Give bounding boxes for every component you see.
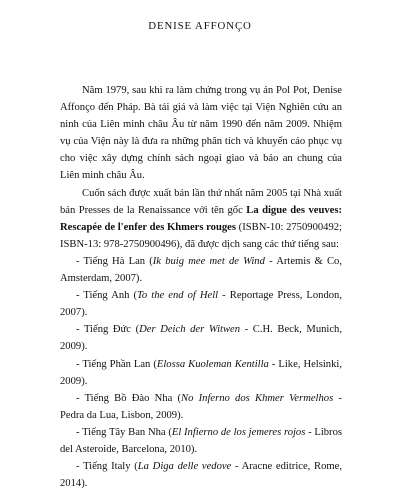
- translation-item: - Tiếng Phần Lan (Elossa Kuoleman Kentilla - Like, Helsinki, 2009).: [60, 358, 342, 387]
- translation-item: - Tiếng Bồ Đào Nha (No Inferno dos Khmer Vermelhos - Pedra da Lua, Lisbon, 2009).: [60, 392, 342, 421]
- translation-item: - Tiếng Italy (La Diga delle vedove - Aracne editrice, Rome, 2014).: [60, 461, 342, 490]
- publication-paragraph: [60, 185, 342, 253]
- translation-item: - Tiếng Đức (Der Deich der Witwen - C.H. Beck, Munich, 2009).: [60, 324, 343, 353]
- publication-intro: Cuốn sách được xuất bản lần thứ nhất năm 2005 tại Nhà xuất bản Presses de la Renaissance với tên gốc: [60, 187, 342, 216]
- translation-item: - Tiếng Hà Lan (Ik buig mee met de Wind - Artemis & Co, Amsterdam, 2007).: [60, 255, 342, 285]
- translation-item: - Tiếng Tây Ban Nha (El Infierno de los jemeres rojos - Libros del Asteroide, Barcelona, 2010).: [60, 426, 343, 455]
- biography-paragraph: Năm 1979, sau khi ra làm chứng trong vụ án Pol Pot, Denise Affonço đến Pháp. Bà tái giá và làm việc tại Viện Nghiên cứu an ninh của Liên minh châu Âu từ năm 1990 đến năm 2009. Nhiệm vụ của Viện này là đưa ra những phân tích và khuyến cáo phục vụ cho việc xây dựng chính sách ngoại giao và bảo an chung của Liên minh châu Âu.: [60, 85, 342, 182]
- original-title: La digue des veuves: Rescapée de l'enfer des Khmers rouges: [60, 204, 342, 233]
- translation-item: - Tiếng Anh (To the end of Hell - Reportage Press, London, 2007).: [60, 290, 343, 319]
- body-text: [60, 82, 342, 492]
- isbn-text: (ISBN-10: 2750900492; ISBN-13: 978-2750900496), đã được dịch sang các thứ tiếng sau:: [60, 221, 342, 250]
- running-head: DENISE AFFONÇO: [148, 20, 252, 32]
- translation-list: [60, 253, 342, 492]
